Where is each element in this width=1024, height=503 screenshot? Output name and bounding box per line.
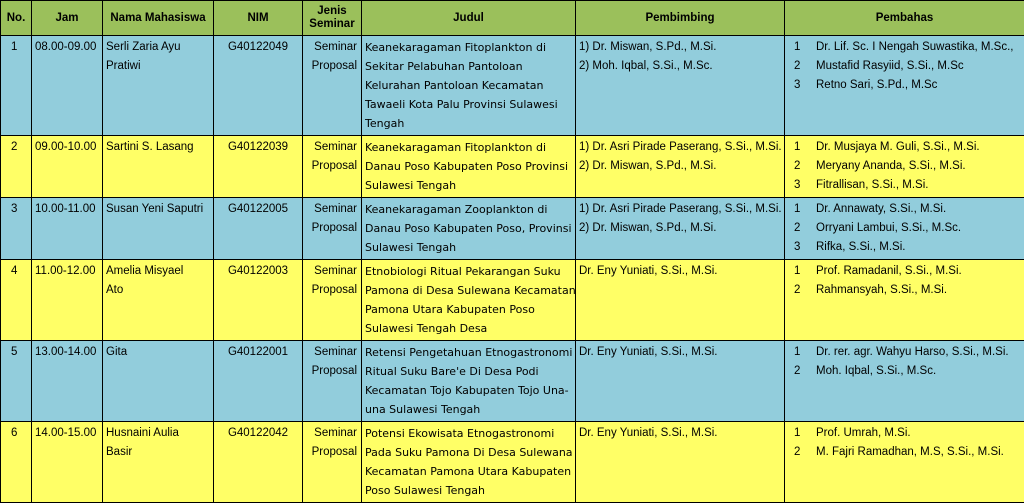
judul-line: Danau Poso Kabupaten Poso, Provinsi <box>365 219 572 238</box>
jenis-line: Proposal <box>306 443 357 462</box>
pembahas-number: 2 <box>788 362 816 381</box>
pembahas-item <box>788 362 1021 381</box>
judul-line: Keanekaragaman Fitoplankton di <box>365 138 572 157</box>
cell-jam: 09.00-10.00 <box>32 136 103 198</box>
jenis-line: Seminar <box>306 343 357 362</box>
pembahas-name: Orryani Lambui, S.Si., M.Sc. <box>816 219 961 238</box>
table-row <box>1 260 1024 341</box>
pembahas-item <box>788 138 1021 157</box>
pembahas-number: 3 <box>788 76 816 95</box>
pembahas-number: 2 <box>788 281 816 300</box>
pembahas-number: 2 <box>788 157 816 176</box>
jenis-line: Seminar <box>306 200 357 219</box>
jenis-line: Seminar <box>306 138 357 157</box>
pembimbing-item: 1) Dr. Asri Pirade Paserang, S.Si., M.Si. <box>579 200 781 219</box>
cell-pembahas <box>785 260 1024 341</box>
table-body <box>1 36 1024 503</box>
pembahas-name: Prof. Umrah, M.Si. <box>816 424 911 443</box>
pembahas-item <box>788 262 1021 281</box>
judul-line: Keanekaragaman Zooplankton di <box>365 200 572 219</box>
cell-pembahas <box>785 198 1024 260</box>
table-row <box>1 36 1024 136</box>
pembimbing-item: 2) Moh. Iqbal, S.Si., M.Sc. <box>579 57 781 76</box>
jenis-line: Seminar <box>306 38 357 57</box>
table-row <box>1 136 1024 198</box>
cell-pembahas <box>785 422 1024 503</box>
pembahas-name: Dr. Musjaya M. Guli, S.Si., M.Si. <box>816 138 980 157</box>
judul-line: Sulawesi Tengah <box>365 176 572 195</box>
pembahas-name: Meryany Ananda, S.Si., M.Si. <box>816 157 966 176</box>
nama-line: Basir <box>106 443 210 462</box>
judul-line: Ritual Suku Bare'e Di Desa Podi <box>365 362 572 381</box>
pembahas-item <box>788 238 1021 257</box>
table-row <box>1 341 1024 422</box>
cell-jenis <box>303 36 362 136</box>
pembahas-item <box>788 343 1021 362</box>
cell-judul <box>362 260 576 341</box>
judul-line: Danau Poso Kabupaten Poso Provinsi <box>365 157 572 176</box>
cell-pembimbing <box>576 260 785 341</box>
cell-jam: 08.00-09.00 <box>32 36 103 136</box>
nama-line: Pratiwi <box>106 57 210 76</box>
pembahas-name: M. Fajri Ramadhan, M.S, S.Si., M.Si. <box>816 443 1004 462</box>
cell-jam: 10.00-11.00 <box>32 198 103 260</box>
cell-no: 1 <box>1 36 32 136</box>
judul-line: Kelurahan Pantoloan Kecamatan <box>365 76 572 95</box>
pembahas-name: Dr. Lif. Sc. I Nengah Suwastika, M.Sc., <box>816 38 1014 57</box>
pembimbing-item: Dr. Eny Yuniati, S.Si., M.Si. <box>579 424 781 443</box>
pembahas-number: 2 <box>788 57 816 76</box>
pembimbing-item: Dr. Eny Yuniati, S.Si., M.Si. <box>579 262 781 281</box>
judul-line: Keanekaragaman Fitoplankton di <box>365 38 572 57</box>
cell-pembimbing <box>576 136 785 198</box>
judul-line: Kecamatan Pamona Utara Kabupaten <box>365 462 572 481</box>
cell-nama <box>103 260 214 341</box>
table-row <box>1 422 1024 503</box>
judul-line: Tengah <box>365 114 572 133</box>
cell-jenis <box>303 198 362 260</box>
header-nama: Nama Mahasiswa <box>103 1 214 36</box>
cell-nama <box>103 422 214 503</box>
cell-pembimbing <box>576 341 785 422</box>
pembahas-item <box>788 200 1021 219</box>
pembahas-name: Mustafid Rasyiid, S.Si., M.Sc <box>816 57 964 76</box>
cell-jenis <box>303 260 362 341</box>
header-row <box>1 1 1024 36</box>
cell-nama <box>103 136 214 198</box>
cell-jenis <box>303 341 362 422</box>
cell-pembimbing <box>576 36 785 136</box>
jenis-line: Proposal <box>306 157 357 176</box>
header-jam: Jam <box>32 1 103 36</box>
cell-pembahas <box>785 136 1024 198</box>
header-jenis-line1: Jenis <box>305 5 359 18</box>
cell-judul <box>362 198 576 260</box>
judul-line: Sulawesi Tengah <box>365 238 572 257</box>
cell-pembimbing <box>576 198 785 260</box>
cell-no: 4 <box>1 260 32 341</box>
judul-line: Sulawesi Tengah Desa <box>365 319 572 338</box>
cell-jam: 14.00-15.00 <box>32 422 103 503</box>
nama-line: Serli Zaria Ayu <box>106 38 210 57</box>
cell-judul <box>362 422 576 503</box>
pembahas-number: 1 <box>788 262 816 281</box>
pembahas-number: 1 <box>788 138 816 157</box>
jenis-line: Proposal <box>306 362 357 381</box>
jenis-line: Proposal <box>306 219 357 238</box>
cell-nim: G40122005 <box>214 198 303 260</box>
pembahas-item <box>788 57 1021 76</box>
cell-nim: G40122042 <box>214 422 303 503</box>
cell-jam: 11.00-12.00 <box>32 260 103 341</box>
jenis-line: Seminar <box>306 424 357 443</box>
pembahas-number: 2 <box>788 219 816 238</box>
pembahas-number: 1 <box>788 38 816 57</box>
cell-nama <box>103 198 214 260</box>
cell-no: 6 <box>1 422 32 503</box>
cell-nim: G40122039 <box>214 136 303 198</box>
cell-judul <box>362 136 576 198</box>
judul-line: Retensi Pengetahuan Etnogastronomi <box>365 343 572 362</box>
header-jenis <box>303 1 362 36</box>
judul-line: una Sulawesi Tengah <box>365 400 572 419</box>
nama-line: Susan Yeni Saputri <box>106 200 210 219</box>
pembahas-name: Rahmansyah, S.Si., M.Si. <box>816 281 947 300</box>
judul-line: Kecamatan Tojo Kabupaten Tojo Una- <box>365 381 572 400</box>
cell-jenis <box>303 136 362 198</box>
judul-line: Potensi Ekowisata Etnogastronomi <box>365 424 572 443</box>
cell-pembimbing <box>576 422 785 503</box>
pembahas-item <box>788 38 1021 57</box>
cell-pembahas <box>785 36 1024 136</box>
judul-line: Poso Sulawesi Tengah <box>365 481 572 500</box>
cell-nim: G40122049 <box>214 36 303 136</box>
header-nim: NIM <box>214 1 303 36</box>
header-judul: Judul <box>362 1 576 36</box>
pembahas-number: 3 <box>788 176 816 195</box>
cell-nim: G40122001 <box>214 341 303 422</box>
judul-line: Pamona di Desa Sulewana Kecamatan <box>365 281 572 300</box>
jenis-line: Proposal <box>306 281 357 300</box>
pembahas-item <box>788 219 1021 238</box>
header-jenis-line2: Seminar <box>305 18 359 31</box>
cell-judul <box>362 36 576 136</box>
cell-nama <box>103 341 214 422</box>
pembahas-number: 1 <box>788 424 816 443</box>
judul-line: Etnobiologi Ritual Pekarangan Suku <box>365 262 572 281</box>
pembahas-name: Retno Sari, S.Pd., M.Sc <box>816 76 937 95</box>
cell-pembahas <box>785 341 1024 422</box>
pembimbing-item: Dr. Eny Yuniati, S.Si., M.Si. <box>579 343 781 362</box>
pembahas-number: 2 <box>788 443 816 462</box>
header-pembahas: Pembahas <box>785 1 1024 36</box>
nama-line: Ato <box>106 281 210 300</box>
cell-jam: 13.00-14.00 <box>32 341 103 422</box>
pembahas-item <box>788 157 1021 176</box>
pembahas-number: 3 <box>788 238 816 257</box>
pembahas-name: Dr. rer. agr. Wahyu Harso, S.Si., M.Si. <box>816 343 1009 362</box>
pembimbing-item: 2) Dr. Miswan, S.Pd., M.Si. <box>579 219 781 238</box>
judul-line: Tawaeli Kota Palu Provinsi Sulawesi <box>365 95 572 114</box>
judul-line: Pada Suku Pamona Di Desa Sulewana <box>365 443 572 462</box>
cell-nama <box>103 36 214 136</box>
nama-line: Gita <box>106 343 210 362</box>
pembimbing-item: 1) Dr. Miswan, S.Pd., M.Si. <box>579 38 781 57</box>
jenis-line: Seminar <box>306 262 357 281</box>
pembahas-name: Prof. Ramadanil, S.Si., M.Si. <box>816 262 962 281</box>
judul-line: Sekitar Pelabuhan Pantoloan <box>365 57 572 76</box>
pembahas-name: Fitrallisan, S.Si., M.Si. <box>816 176 928 195</box>
pembahas-name: Moh. Iqbal, S.Si., M.Sc. <box>816 362 936 381</box>
pembahas-number: 1 <box>788 200 816 219</box>
pembimbing-item: 2) Dr. Miswan, S.Pd., M.Si. <box>579 157 781 176</box>
cell-judul <box>362 341 576 422</box>
cell-jenis <box>303 422 362 503</box>
cell-no: 3 <box>1 198 32 260</box>
header-pembimbing: Pembimbing <box>576 1 785 36</box>
header-no: No. <box>1 1 32 36</box>
cell-no: 2 <box>1 136 32 198</box>
pembahas-item <box>788 76 1021 95</box>
pembahas-item <box>788 176 1021 195</box>
pembahas-name: Rifka, S.Si., M.Si. <box>816 238 905 257</box>
cell-no: 5 <box>1 341 32 422</box>
pembahas-number: 1 <box>788 343 816 362</box>
nama-line: Amelia Misyael <box>106 262 210 281</box>
pembahas-item <box>788 443 1021 462</box>
jenis-line: Proposal <box>306 57 357 76</box>
pembahas-item <box>788 424 1021 443</box>
pembimbing-item: 1) Dr. Asri Pirade Paserang, S.Si., M.Si. <box>579 138 781 157</box>
nama-line: Husnaini Aulia <box>106 424 210 443</box>
judul-line: Pamona Utara Kabupaten Poso <box>365 300 572 319</box>
cell-nim: G40122003 <box>214 260 303 341</box>
pembahas-name: Dr. Annawaty, S.Si., M.Si. <box>816 200 946 219</box>
nama-line: Sartini S. Lasang <box>106 138 210 157</box>
pembahas-item <box>788 281 1021 300</box>
table-row <box>1 198 1024 260</box>
